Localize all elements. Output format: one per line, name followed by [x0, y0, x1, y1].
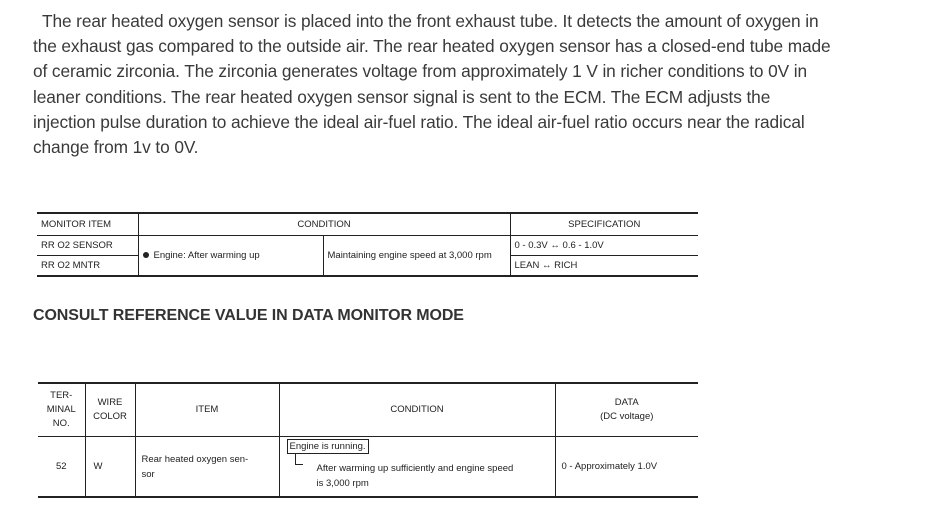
terminal-table: [38, 382, 698, 498]
item-cell: Rear heated oxygen sen- sor: [135, 437, 279, 498]
monitor-table: [37, 212, 698, 277]
header-monitor-item: MONITOR ITEM: [37, 213, 138, 236]
header-terminal-no: TER- MINAL NO.: [38, 383, 85, 437]
bullet-icon: [143, 252, 149, 258]
header-wire-color: WIRE COLOR: [85, 383, 135, 437]
condition-speed: Maintaining engine speed at 3,000 rpm: [323, 236, 510, 277]
header-condition: CONDITION: [279, 383, 555, 437]
section-heading: CONSULT REFERENCE VALUE IN DATA MONITOR MODE: [33, 307, 464, 324]
condition-engine: Engine: After warming up: [138, 236, 323, 277]
monitor-table-header: [37, 213, 698, 236]
header-condition: CONDITION: [138, 213, 510, 236]
condition-box: Engine is running.: [287, 439, 369, 454]
table-row: [38, 437, 698, 498]
terminal-number: 52: [38, 437, 85, 498]
condition-detail: After warming up sufficiently and engine speed is 3,000 rpm: [316, 463, 514, 489]
header-data: DATA (DC voltage): [555, 383, 698, 437]
header-specification: SPECIFICATION: [510, 213, 698, 236]
row-spec: LEAN ↔ RICH: [514, 260, 578, 271]
wire-color: W: [85, 437, 135, 498]
data-value: 0 - Approximately 1.0V: [561, 461, 658, 472]
intro-paragraph: The rear heated oxygen sensor is placed into the front exhaust tube. It detects the amount of oxygen in the exhaust gas compared to the outside air. The rear heated oxygen sensor has a closed-end tube made of ceramic zirconia. The zirconia generates voltage from approximately 1 V in richer conditions to 0V in leaner conditions. The rear heated oxygen sensor signal is sent to the ECM. The ECM adjusts the injection pulse duration to achieve the ideal air-fuel ratio. The ideal air-fuel ratio occurs near the radical change from 1v to 0V.: [33, 11, 831, 158]
table-row: [37, 236, 698, 256]
condition-cell: [279, 437, 555, 498]
header-item: ITEM: [135, 383, 279, 437]
row-item: RR O2 MNTR: [37, 256, 138, 277]
row-spec: 0 - 0.3V ↔ 0.6 - 1.0V: [510, 236, 698, 256]
terminal-table-header: [38, 383, 698, 437]
bracket-connector-icon: [295, 454, 303, 465]
row-item: RR O2 SENSOR: [37, 236, 138, 256]
